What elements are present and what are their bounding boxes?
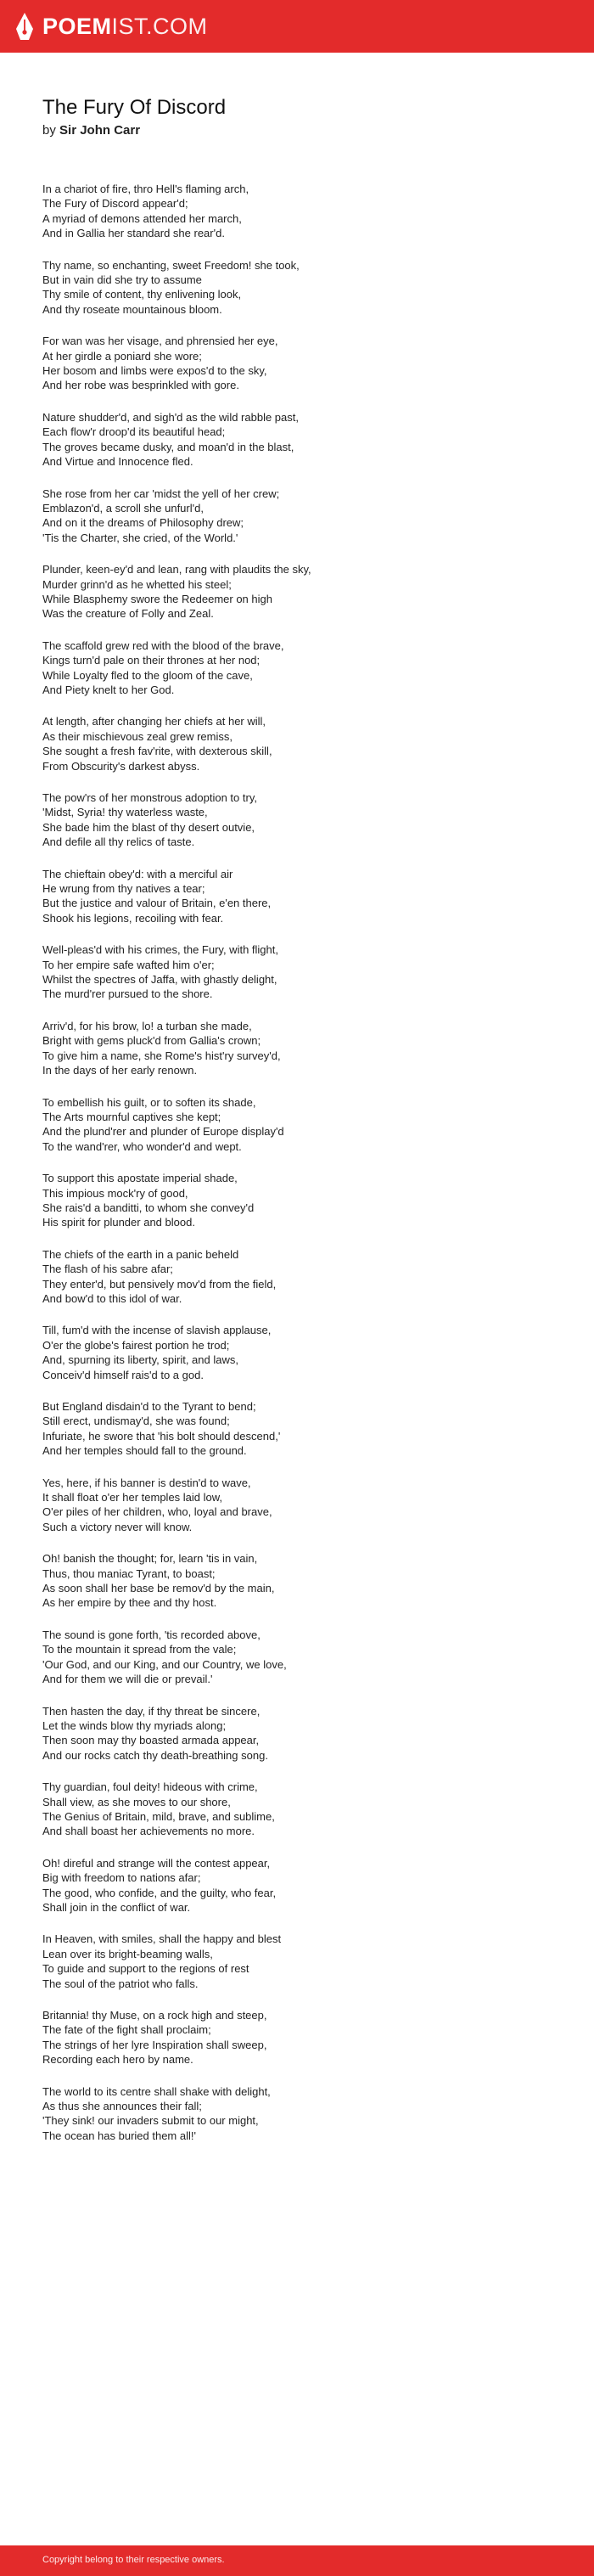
poem-line: Let the winds blow thy myriads along; [42, 1718, 227, 1732]
poem-stanza [42, 2008, 569, 2067]
poem-line: And her robe was besprinkled with gore. [42, 379, 239, 392]
poem-line: Emblazon'd, a scroll she unfurl'd, [42, 501, 204, 515]
poem-line: The chieftain obey'd: with a merciful air [42, 867, 233, 880]
poem-line: And Virtue and Innocence fled. [42, 455, 193, 469]
poem-line: She rais'd a banditti, to whom she convey'd [42, 1201, 255, 1214]
poem-line: Thy name, so enchanting, sweet Freedom! she took, [42, 258, 300, 272]
poem-stanza [42, 1932, 569, 1991]
poem-line: Thus, thou maniac Tyrant, to boast; [42, 1566, 216, 1580]
poem-line: The groves became dusky, and moan'd in the blast, [42, 440, 294, 453]
poem-line: But England disdain'd to the Tyrant to bend; [42, 1400, 256, 1413]
poem-title: The Fury Of Discord [42, 96, 227, 119]
poem-line: Shall view, as she moves to our shore, [42, 1795, 231, 1808]
poem-line: And defile all thy relics of taste. [42, 835, 195, 849]
poem-line: O'er the globe's fairest portion he trod; [42, 1338, 230, 1352]
poem-line: The world to its centre shall shake with delight, [42, 2084, 271, 2098]
poem-line: In a chariot of fire, thro Hell's flaming arch, [42, 183, 249, 195]
poem-line: The Fury of Discord appear'd; [42, 197, 188, 211]
poem-line: Then hasten the day, if thy threat be sincere, [42, 1704, 261, 1718]
poem-line: Each flow'r droop'd its beautiful head; [42, 425, 226, 439]
poem-line: While Loyalty fled to the gloom of the cave, [42, 668, 253, 682]
poem-line: But in vain did she try to assume [42, 273, 202, 287]
poem-line: To the wand'rer, who wonder'd and wept. [42, 1139, 242, 1153]
poem-line: And bow'd to this idol of war. [42, 1291, 182, 1305]
logo-wordmark [42, 14, 208, 40]
poem-line: Well-pleas'd with his crimes, the Fury, with flight, [42, 943, 278, 957]
poem-line: The chiefs of the earth in a panic beheld [42, 1247, 239, 1261]
poem-line: A myriad of demons attended her march, [42, 211, 242, 225]
poem-line: Her bosom and limbs were expos'd to the sky, [42, 364, 267, 378]
poem-line: Lean over its bright-beaming walls, [42, 1947, 213, 1960]
poem-line: Thy guardian, foul deity! hideous with crime, [42, 1780, 258, 1794]
poem-line: And our rocks catch thy death-breathing song. [42, 1748, 268, 1762]
site-footer [0, 2545, 594, 2576]
poem-line: Was the creature of Folly and Zeal. [42, 607, 214, 621]
poem-line: The scaffold grew red with the blood of the brave, [42, 638, 284, 652]
poem-body [42, 182, 569, 2143]
poem-line: Shall join in the conflict of war. [42, 1900, 191, 1914]
site-logo[interactable] [15, 10, 208, 42]
poem-line: Plunder, keen-ey'd and lean, rang with plaudits the sky, [42, 563, 311, 577]
poem-line: The good, who confide, and the guilty, who fear, [42, 1886, 277, 1899]
poem-line: Then soon may thy boasted armada appear, [42, 1734, 260, 1747]
poem-stanza [42, 1628, 569, 1687]
poem-line: For wan was her visage, and phrensied her eye, [42, 335, 278, 348]
poem-line: Thy smile of content, thy enlivening look, [42, 288, 242, 301]
poem-line: The soul of the patriot who falls. [42, 1977, 199, 1990]
poem-stanza [42, 487, 569, 546]
poem-stanza [42, 410, 569, 470]
poem-line: Nature shudder'd, and sigh'd as the wild rabble past, [42, 410, 299, 424]
poem-line: And shall boast her achievements no more. [42, 1825, 255, 1838]
poem-stanza [42, 1399, 569, 1459]
poem-line: Oh! banish the thought; for, learn 'tis in vain, [42, 1552, 258, 1566]
poem-line: To her empire safe wafted him o'er; [42, 958, 215, 971]
poem-line: 'Tis the Charter, she cried, of the World.' [42, 531, 238, 544]
poem-stanza [42, 1704, 569, 1763]
fountain-pen-nib-icon [15, 12, 34, 41]
poem-line: Infuriate, he swore that 'his bolt should descend,' [42, 1429, 281, 1443]
poem-line: Recording each hero by name. [42, 2053, 193, 2067]
poem-line: O'er piles of her children, who, loyal and brave, [42, 1505, 272, 1519]
poem-stanza [42, 1247, 569, 1307]
poem-line: Till, fum'd with the incense of slavish applause, [42, 1324, 272, 1337]
poem-line: As thus she announces their fall; [42, 2100, 202, 2113]
poem-line: The sound is gone forth, 'tis recorded above, [42, 1628, 261, 1641]
logo-wordmark-thin: IST.COM [111, 13, 208, 39]
poem-line: To guide and support to the regions of rest [42, 1962, 249, 1976]
poem-line: And the plund'rer and plunder of Europe display'd [42, 1125, 284, 1139]
poem-line: As soon shall her base be remov'd by the main, [42, 1582, 275, 1595]
poem-line: Such a victory never will know. [42, 1520, 193, 1533]
poem-line: The murd'rer pursued to the shore. [42, 987, 213, 1001]
poem-line: To support this apostate imperial shade, [42, 1172, 238, 1185]
poem-line: The flash of his sabre afar; [42, 1263, 173, 1276]
poem-stanza [42, 638, 569, 698]
poem-line: Whilst the spectres of Jaffa, with ghastly delight, [42, 973, 277, 987]
poem-line: Shook his legions, recoiling with fear. [42, 911, 224, 925]
poem-line: And for them we will die or prevail.' [42, 1673, 213, 1686]
poem-line: To embellish his guilt, or to soften its shade, [42, 1095, 256, 1109]
poem-line: But the justice and valour of Britain, e'en there, [42, 897, 272, 910]
poem-line: From Obscurity's darkest abyss. [42, 759, 200, 773]
poem-line: In the days of her early renown. [42, 1064, 198, 1077]
poem-line: The strings of her lyre Inspiration shall sweep, [42, 2038, 267, 2051]
poem-line: The ocean has buried them all!' [42, 2129, 196, 2142]
poem-stanza [42, 182, 569, 241]
poem-stanza [42, 1551, 569, 1611]
poem-line: And Piety knelt to her God. [42, 683, 175, 696]
poem-line: As their mischievous zeal grew remiss, [42, 729, 233, 743]
poem-line: Arriv'd, for his brow, lo! a turban she made, [42, 1019, 252, 1032]
poem-line: He wrung from thy natives a tear; [42, 882, 205, 896]
poem-stanza [42, 1856, 569, 1915]
poem-line: The pow'rs of her monstrous adoption to try, [42, 791, 257, 804]
poem-line: She sought a fresh fav'rite, with dexterous skill, [42, 745, 272, 758]
poem-line: In Heaven, with smiles, shall the happy and blest [42, 1932, 282, 1946]
poem-line: To give him a name, she Rome's hist'ry survey'd, [42, 1049, 281, 1062]
poem-byline [42, 122, 569, 139]
poem-line: The fate of the fight shall proclaim; [42, 2023, 211, 2037]
poem-line: And, spurning its liberty, spirit, and laws, [42, 1353, 238, 1367]
poem-line: Conceiv'd himself rais'd to a god. [42, 1368, 204, 1381]
poem-stanza [42, 1095, 569, 1155]
poem-line: This impious mock'ry of good, [42, 1186, 188, 1200]
poem-line: As her empire by thee and thy host. [42, 1596, 217, 1610]
poem-line: And on it the dreams of Philosophy drew; [42, 516, 244, 530]
poem-line: At her girdle a poniard she wore; [42, 349, 202, 363]
poem-stanza [42, 2084, 569, 2144]
copyright-notice: Copyright belong to their respective owners. [42, 2555, 225, 2565]
poem-stanza [42, 790, 569, 850]
poem-stanza [42, 942, 569, 1002]
poem-line: Oh! direful and strange will the contest appear, [42, 1856, 271, 1870]
poem-line: Murder grinn'd as he whetted his steel; [42, 577, 232, 591]
poem-stanza [42, 867, 569, 926]
poem-line: Britannia! thy Muse, on a rock high and steep, [42, 2009, 267, 2022]
poem-stanza [42, 1171, 569, 1230]
poem-line: They enter'd, but pensively mov'd from the field, [42, 1277, 277, 1291]
poem-line: She bade him the blast of thy desert outvie, [42, 820, 255, 834]
poem-stanza [42, 714, 569, 773]
poem-line: And in Gallia her standard she rear'd. [42, 227, 225, 240]
poem-line: At length, after changing her chiefs at her will, [42, 715, 266, 728]
logo-wordmark-bold: POEM [42, 13, 112, 39]
by-label: by [42, 123, 56, 138]
poem-line: Kings turn'd pale on their thrones at her nod; [42, 654, 261, 667]
poem-stanza [42, 1019, 569, 1078]
poem-line: Big with freedom to nations afar; [42, 1871, 201, 1885]
poem-line: It shall float o'er her temples laid low, [42, 1491, 223, 1505]
poem-line: 'Our God, and our King, and our Country, we love, [42, 1657, 287, 1671]
poem-line: 'They sink! our invaders submit to our might, [42, 2114, 259, 2128]
poem-stanza [42, 1323, 569, 1382]
site-header [0, 0, 594, 53]
poem-stanza [42, 562, 569, 622]
poem-line: And thy roseate mountainous bloom. [42, 302, 222, 316]
poem-stanza [42, 1780, 569, 1839]
author-link[interactable]: Sir John Carr [59, 123, 141, 138]
poem-line: Still erect, undismay'd, she was found; [42, 1415, 230, 1428]
poem-line: Yes, here, if his banner is destin'd to wave, [42, 1476, 251, 1489]
poem-line: Bright with gems pluck'd from Gallia's crown; [42, 1034, 261, 1048]
poem-line: And her temples should fall to the ground. [42, 1444, 247, 1458]
poem-content [42, 95, 569, 2160]
poem-stanza [42, 334, 569, 393]
poem-stanza [42, 1476, 569, 1535]
poem-stanza [42, 258, 569, 318]
poem-line: She rose from her car 'midst the yell of her crew; [42, 487, 280, 500]
poem-line: The Arts mournful captives she kept; [42, 1110, 221, 1123]
poem-line: While Blasphemy swore the Redeemer on high [42, 592, 272, 605]
poem-line: 'Midst, Syria! thy waterless waste, [42, 806, 208, 819]
poem-line: To the mountain it spread from the vale; [42, 1643, 237, 1656]
poem-line: The Genius of Britain, mild, brave, and sublime, [42, 1809, 275, 1823]
poem-line: His spirit for plunder and blood. [42, 1216, 195, 1229]
